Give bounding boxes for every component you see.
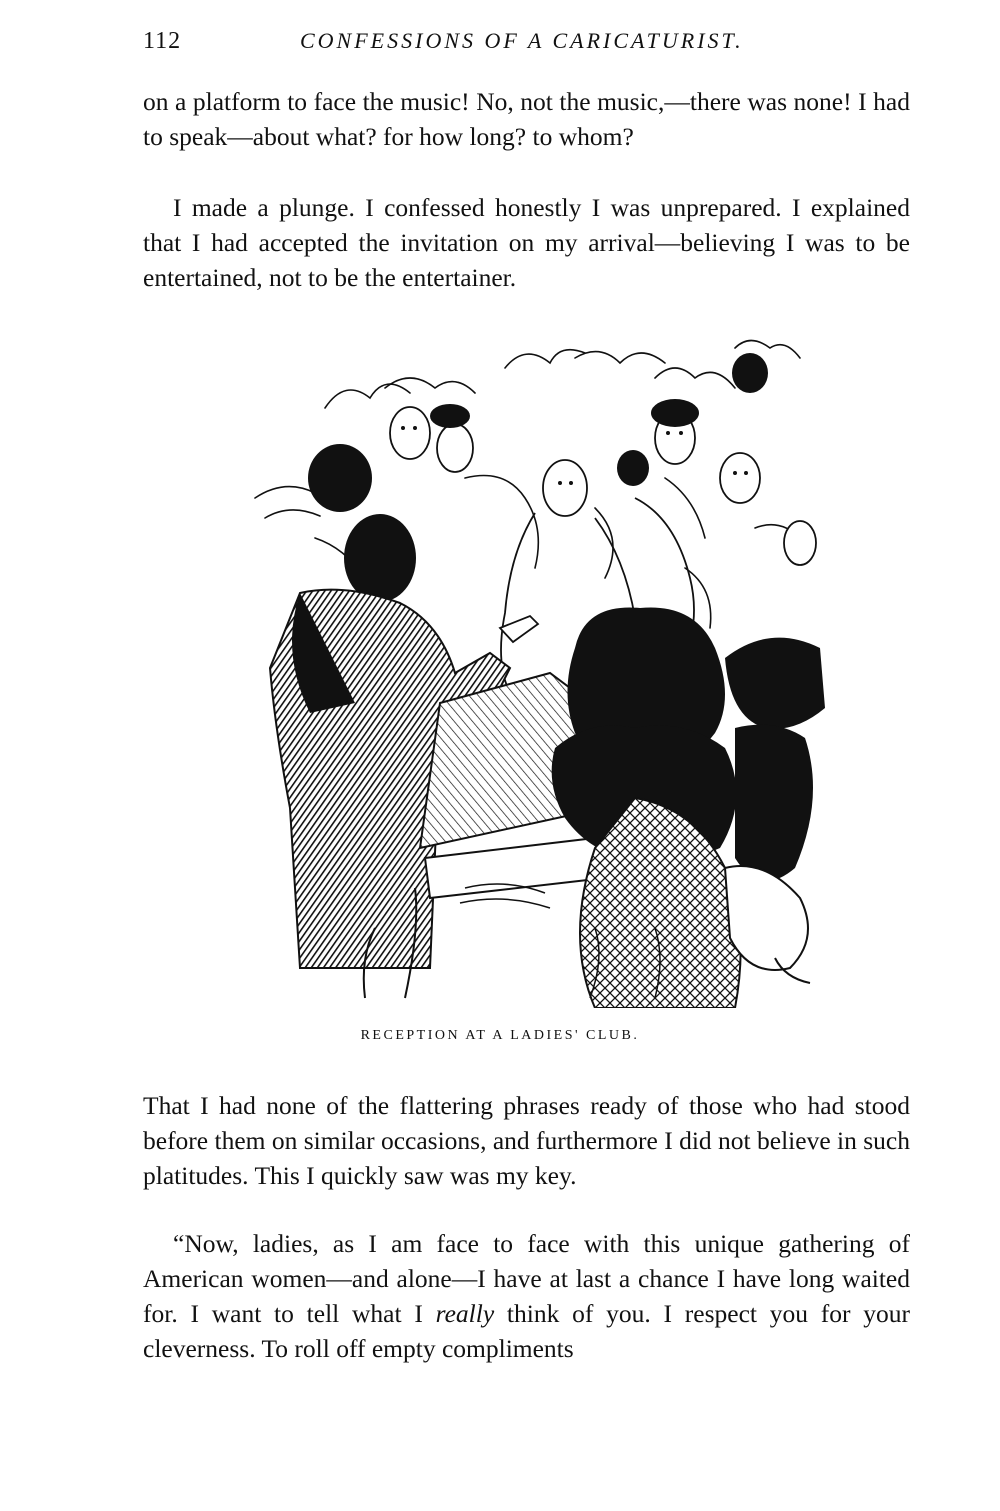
paragraph-2: I made a plunge. I confessed honestly I was unprepared. I explained that I had accepted the invitation on my arrival—believing I was to be entertained, not to be the entertainer. [143,193,910,292]
figure-caption: RECEPTION AT A LADIES' CLUB. [360,1028,640,1043]
emphasis-really: really [435,1299,495,1328]
paragraph-1: on a platform to face the music! No, not the music,—there was none! I had to speak—about what? for how long? to whom? [143,87,910,151]
reception-illustration [215,328,830,1008]
running-head: CONFESSIONS OF A CARICATURIST. [300,28,744,53]
paragraph-4 [143,1226,910,1366]
page-number: 112 [143,28,182,54]
paragraph-4-text-start: “Now, ladies, as I am face to face with this unique gathering of American women—and alone—I have at last a chance I have long waited for. I want to tell what I [143,1229,910,1328]
paragraph-4-text-end: think of you. I respect you for your cleverness. To roll off empty compliments [143,1299,910,1363]
paragraph-3: That I had none of the flattering phrases ready of those who had stood before them on similar occasions, and furthermore I did not believe in such platitudes. This I quickly saw was my key. [143,1091,910,1190]
